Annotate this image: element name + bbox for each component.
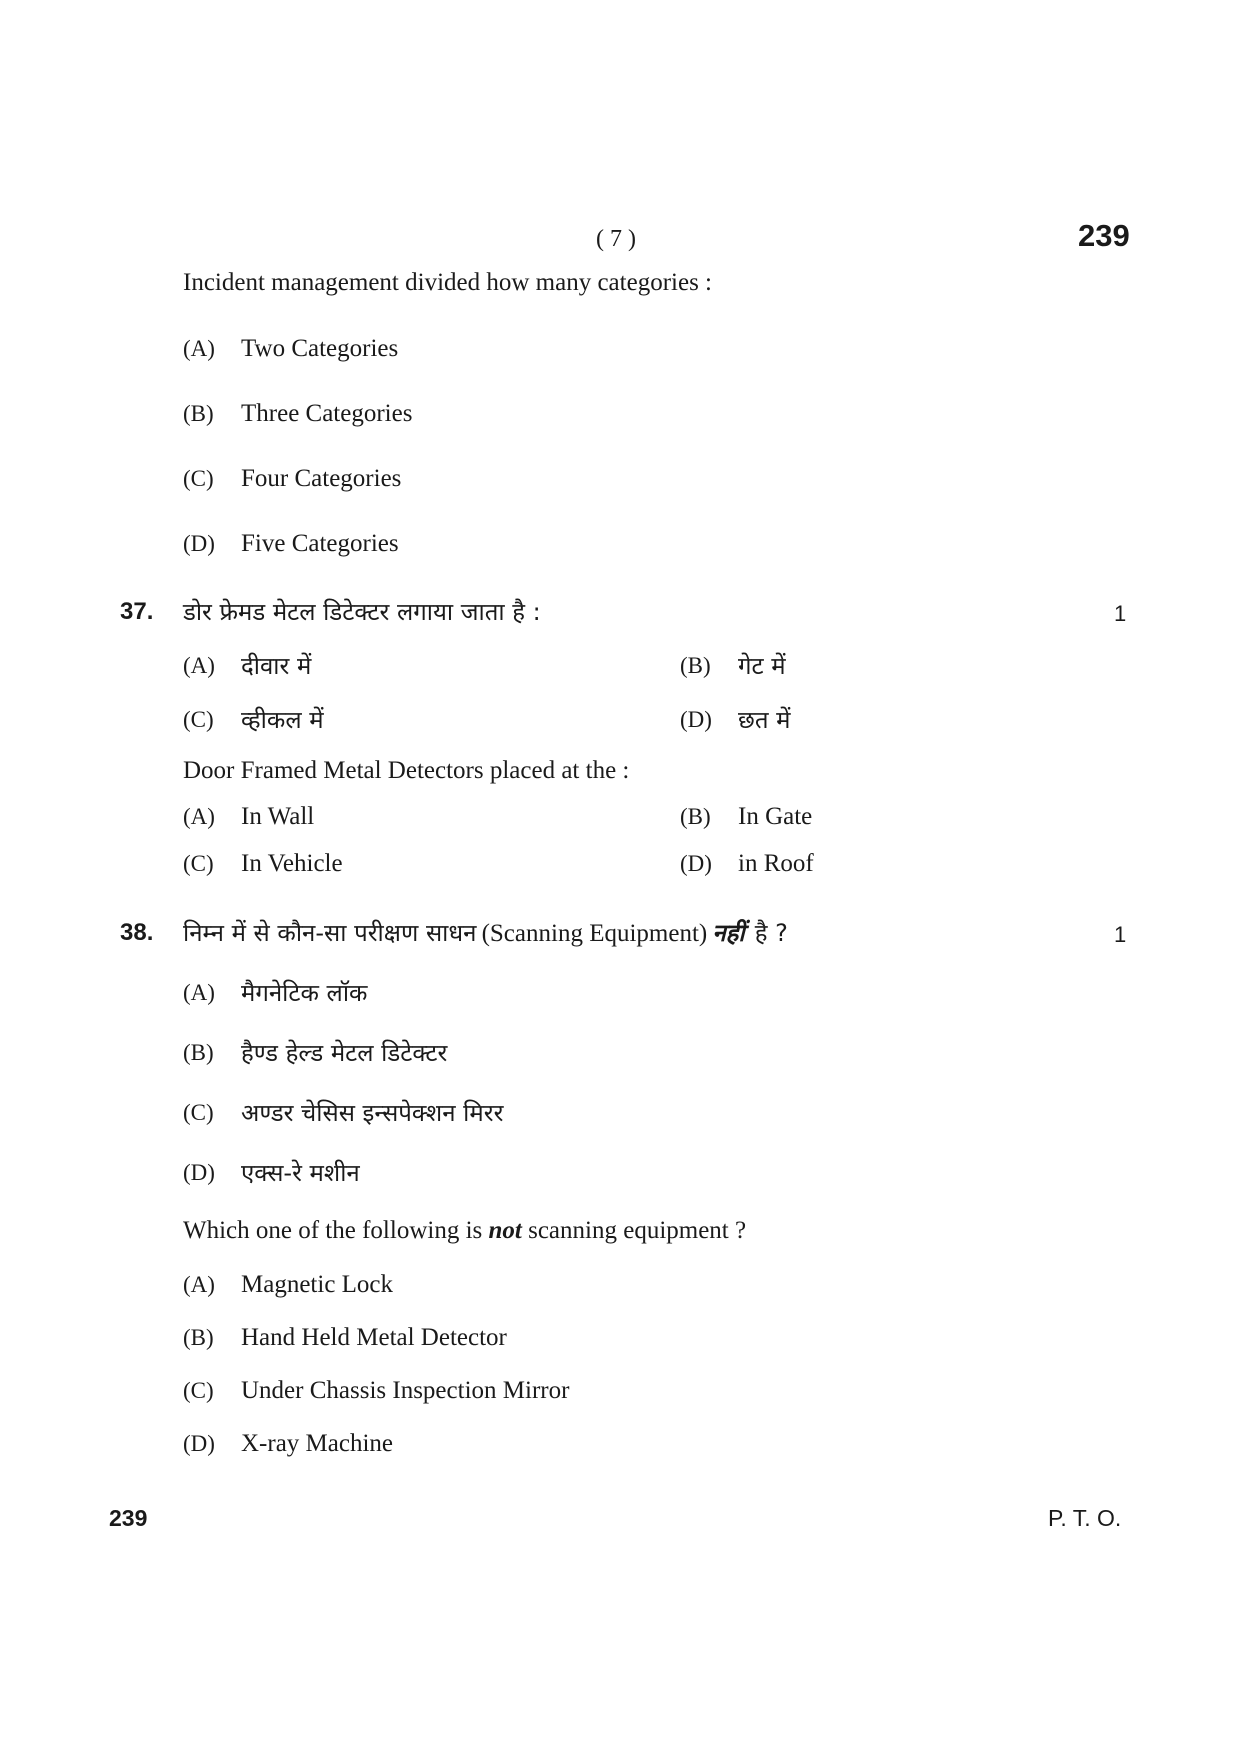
- q36-option-d: [183, 529, 783, 559]
- q36-english-question: Incident management divided how many categories :: [183, 269, 712, 296]
- option-label: (C): [183, 851, 214, 876]
- q38-hindi-option-b: [183, 1038, 883, 1068]
- q37-number: 37.: [120, 598, 154, 625]
- header-paper-code: 239: [1078, 218, 1130, 253]
- option-text: Four Categories: [241, 465, 402, 492]
- q38-hindi-question-emphasis: नहीं: [712, 919, 745, 947]
- option-label: (B): [183, 1325, 214, 1350]
- q38-english-option-d: [183, 1429, 883, 1459]
- q38-hindi-question: [183, 918, 788, 951]
- option-text: छत में: [738, 706, 791, 734]
- q37-english-option-c: [183, 849, 603, 879]
- option-label: (A): [183, 336, 215, 361]
- q38-english-question-text: Which one of the following is: [183, 1217, 483, 1244]
- option-text: In Gate: [738, 803, 813, 830]
- option-text: दीवार में: [241, 652, 312, 680]
- option-text: Under Chassis Inspection Mirror: [241, 1377, 570, 1404]
- q38-english-option-c: [183, 1376, 883, 1406]
- option-text: in Roof: [738, 850, 814, 877]
- option-label: (A): [183, 653, 215, 678]
- option-text: In Vehicle: [241, 850, 343, 877]
- q38-hindi-question-text: निम्न में से कौन-सा परीक्षण साधन: [183, 919, 477, 947]
- q38-marks: 1: [1114, 922, 1127, 947]
- option-text: एक्स-रे मशीन: [241, 1159, 360, 1187]
- option-label: (C): [183, 1100, 214, 1125]
- option-label: (C): [183, 1378, 214, 1403]
- option-text: व्हीकल में: [241, 706, 324, 734]
- option-label: (C): [183, 707, 214, 732]
- option-label: (D): [680, 851, 712, 876]
- q36-option-b: [183, 399, 783, 429]
- q37-hindi-option-d: [680, 705, 1100, 735]
- option-label: (D): [183, 1160, 215, 1185]
- q37-english-option-d: [680, 849, 1100, 879]
- option-label: (D): [680, 707, 712, 732]
- option-text: मैगनेटिक लॉक: [241, 979, 368, 1007]
- option-text: Hand Held Metal Detector: [241, 1324, 507, 1351]
- option-text: X-ray Machine: [241, 1430, 394, 1457]
- option-text: गेट में: [738, 652, 786, 680]
- option-label: (B): [183, 1040, 214, 1065]
- q37-english-question: Door Framed Metal Detectors placed at the :: [183, 757, 630, 784]
- q37-hindi-question: डोर फ्रेमड मेटल डिटेक्टर लगाया जाता है :: [183, 598, 541, 626]
- option-text: In Wall: [241, 803, 315, 830]
- q36-option-a: [183, 334, 783, 364]
- q37-marks: 1: [1114, 601, 1127, 626]
- footer-pto: P. T. O.: [1048, 1505, 1122, 1531]
- q37-english-option-b: [680, 802, 1100, 832]
- q38-english-option-a: [183, 1270, 883, 1300]
- footer-paper-code: 239: [109, 1505, 148, 1531]
- option-label: (B): [680, 804, 711, 829]
- q38-english-option-b: [183, 1323, 883, 1353]
- option-label: (A): [183, 804, 215, 829]
- q38-english-question: [183, 1216, 746, 1246]
- q38-hindi-option-a: [183, 978, 883, 1008]
- q38-english-question-end: scanning equipment ?: [528, 1217, 747, 1244]
- q38-hindi-option-d: [183, 1158, 883, 1188]
- q38-english-question-emphasis: not: [488, 1217, 522, 1244]
- option-text: हैण्ड हेल्ड मेटल डिटेक्टर: [241, 1039, 448, 1067]
- option-text: Five Categories: [241, 530, 399, 557]
- page-marker: ( 7 ): [596, 226, 636, 252]
- q37-hindi-option-c: [183, 705, 603, 735]
- q38-hindi-question-parenthetical: (Scanning Equipment): [481, 920, 708, 947]
- q38-hindi-question-end: है ?: [754, 919, 788, 947]
- q37-hindi-option-b: [680, 651, 1100, 681]
- option-label: (D): [183, 1431, 215, 1456]
- q36-option-c: [183, 464, 783, 494]
- q38-hindi-option-c: [183, 1098, 883, 1128]
- option-label: (B): [183, 401, 214, 426]
- option-label: (A): [183, 980, 215, 1005]
- option-text: अण्डर चेसिस इन्सपेक्शन मिरर: [241, 1099, 504, 1127]
- option-label: (B): [680, 653, 711, 678]
- option-text: Three Categories: [241, 400, 413, 427]
- option-label: (A): [183, 1272, 215, 1297]
- option-text: Two Categories: [241, 335, 399, 362]
- option-label: (C): [183, 466, 214, 491]
- option-label: (D): [183, 531, 215, 556]
- q38-number: 38.: [120, 919, 154, 946]
- q37-english-option-a: [183, 802, 603, 832]
- q37-hindi-option-a: [183, 651, 603, 681]
- option-text: Magnetic Lock: [241, 1271, 394, 1298]
